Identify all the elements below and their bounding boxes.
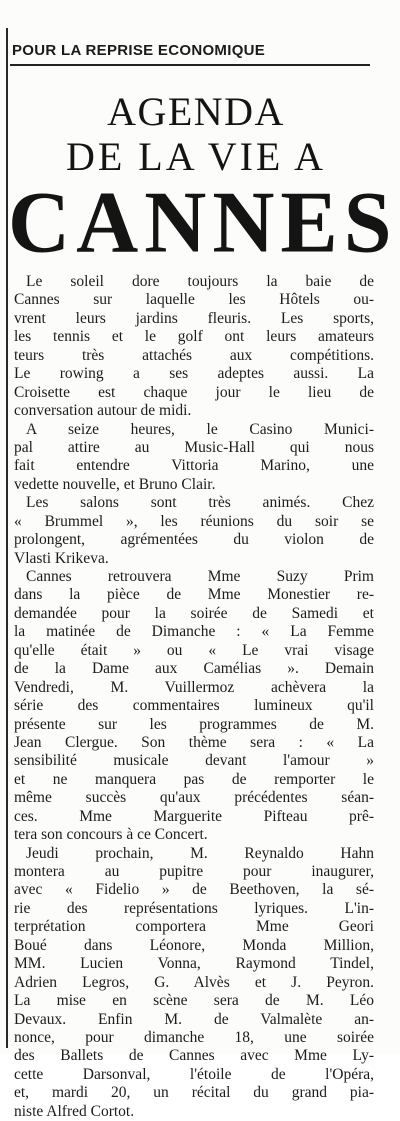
article-line: demandée pour la soirée de Samedi et: [14, 604, 374, 622]
article-line: niste Alfred Cortot.: [14, 1102, 135, 1120]
article-line: Croisette est chaque jour le lieu de: [14, 383, 374, 401]
article-line: Le rowing a ses adeptes aussi. La: [14, 365, 374, 383]
article-line: tera son concours à ce Concert.: [14, 826, 208, 844]
article-line: Vendredi, M. Vuillermoz achèvera la: [14, 678, 374, 696]
article-line: Le soleil dore toujours la baie de: [26, 273, 374, 290]
headline-line-3: CANNES: [8, 173, 398, 271]
article-line: vedette nouvelle, et Bruno Clair.: [14, 475, 216, 493]
article-line: Adrien Legros, G. Alvès et J. Peyron.: [14, 973, 374, 991]
article-line: des Ballets de Cannes avec Mme Ly-: [14, 1047, 374, 1065]
article-line: et ne manquera pas de remporter le: [14, 770, 374, 788]
article-line: A seize heures, le Casino Munici-: [26, 420, 374, 438]
article-line: avec « Fidelio » de Beethoven, la sé-: [14, 881, 374, 899]
article-line: de la Dame aux Camélias ». Demain: [14, 660, 374, 678]
article-line: conversation autour de midi.: [14, 402, 192, 420]
article-line: Vlasti Krikeva.: [14, 549, 109, 567]
article-line: pal attire au Music-Hall qui nous: [14, 438, 374, 456]
article-line: Les salons sont très animés. Chez: [26, 494, 374, 512]
article-line: Cannes retrouvera Mme Suzy Prim: [26, 568, 374, 585]
rubric-bar: [10, 40, 370, 66]
article-line: Devaux. Enfin M. de Valmalète an-: [14, 1010, 374, 1028]
article-line: rie des représentations lyriques. L'in-: [14, 899, 374, 917]
article-line: série des commentaires lumineux qu'il: [14, 697, 374, 715]
article-line: nonce, pour dimanche 18, une soirée: [14, 1028, 374, 1046]
article-line: teurs très attachés aux compétitions.: [14, 346, 374, 364]
headline-line-2: DE LA VIE A: [65, 134, 327, 179]
article-line: Boué dans Léonore, Monda Million,: [14, 936, 374, 954]
article-line: Jean Clergue. Son thème sera : « La: [14, 733, 374, 751]
article-line: présente sur les programmes de M.: [14, 715, 374, 733]
article-line: Jeudi prochain, M. Reynaldo Hahn: [26, 844, 374, 862]
article-line: la matinée de Dimanche : « La Femme: [14, 623, 374, 641]
article-line: montera au pupitre pour inaugurer,: [14, 863, 374, 880]
article-line: même succès qu'aux précédentes séan-: [14, 789, 374, 807]
article-line: cette Darsonval, l'étoile de l'Opéra,: [14, 1065, 374, 1083]
article-line: « Brummel », les réunions du soir se: [14, 512, 374, 530]
article-line: terprétation comportera Mme Geori: [14, 918, 374, 936]
article-line: La mise en scène sera de M. Léo: [14, 992, 374, 1010]
headline-line-1: AGENDA: [107, 89, 285, 134]
article-line: dans la pièce de Mme Monestier re-: [14, 586, 374, 604]
article-body: [14, 273, 374, 1121]
article-line: vrent leurs jardins fleuris. Les sports,: [14, 309, 374, 327]
article-line: ces. Mme Marguerite Pifteau prê-: [14, 807, 374, 825]
article-line: MM. Lucien Vonna, Raymond Tindel,: [14, 955, 374, 973]
rubric-heading: POUR LA REPRISE ECONOMIQUE: [12, 42, 266, 59]
article-line: sensibilité musicale devant l'amour »: [14, 752, 374, 770]
article-line: qu'elle était » ou « Le vrai visage: [14, 641, 374, 659]
article-line: Cannes sur laquelle les Hôtels ou-: [14, 291, 374, 309]
article-line: prolongent, agrémentées du violon de: [14, 531, 374, 549]
article-line: et, mardi 20, un récital du grand pia-: [14, 1084, 374, 1102]
article-line: fait entendre Vittoria Marino, une: [14, 457, 374, 475]
article-line: les tennis et le golf ont leurs amateurs: [14, 328, 374, 346]
